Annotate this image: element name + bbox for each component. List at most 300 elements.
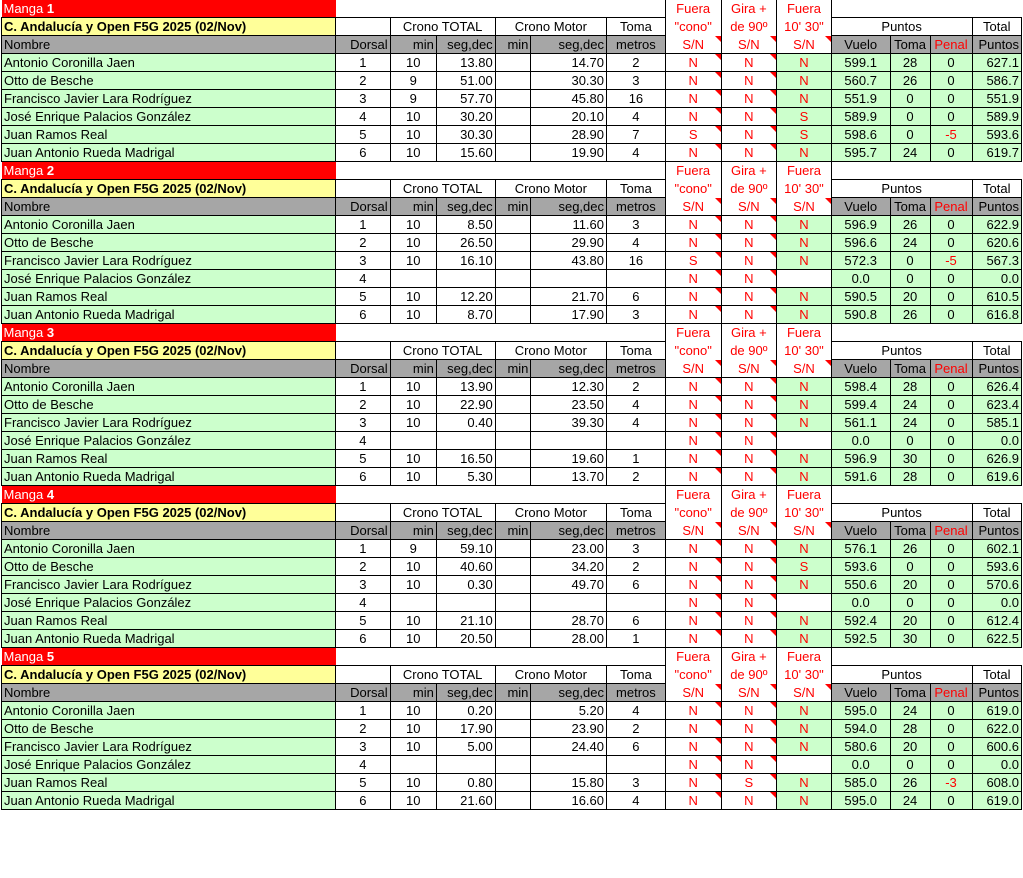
total-seg-cell[interactable]: 13.90 [436, 378, 495, 396]
total-min-cell[interactable]: 10 [390, 396, 436, 414]
motor-seg-cell[interactable]: 23.50 [531, 396, 607, 414]
total-seg-cell[interactable]: 59.10 [436, 540, 495, 558]
dorsal-cell[interactable]: 4 [336, 108, 391, 126]
total-min-cell[interactable]: 10 [390, 468, 436, 486]
total-seg-cell[interactable]: 20.50 [436, 630, 495, 648]
gira-cell[interactable]: N [721, 576, 777, 594]
empty-cell[interactable] [495, 378, 531, 396]
dorsal-cell[interactable]: 6 [336, 630, 391, 648]
penal-cell[interactable]: 0 [930, 594, 972, 612]
toma-pts-cell[interactable]: 24 [890, 396, 930, 414]
fuera-cono-cell[interactable]: N [665, 396, 721, 414]
penal-cell[interactable]: 0 [930, 432, 972, 450]
total-cell[interactable]: 0.0 [972, 432, 1021, 450]
gira-cell[interactable]: N [721, 432, 777, 450]
fuera-tiempo-cell[interactable]: N [777, 450, 832, 468]
competitor-name[interactable]: Juan Antonio Rueda Madrigal [2, 468, 336, 486]
dorsal-cell[interactable]: 2 [336, 234, 391, 252]
fuera-tiempo-cell[interactable]: S [777, 558, 832, 576]
total-min-cell[interactable]: 10 [390, 288, 436, 306]
empty-cell[interactable] [495, 702, 531, 720]
toma-pts-cell[interactable]: 24 [890, 144, 930, 162]
gira-cell[interactable]: N [721, 792, 777, 810]
total-seg-cell[interactable]: 51.00 [436, 72, 495, 90]
gira-cell[interactable]: N [721, 396, 777, 414]
vuelo-cell[interactable]: 596.9 [831, 216, 890, 234]
total-cell[interactable]: 622.5 [972, 630, 1021, 648]
gira-cell[interactable]: N [721, 144, 777, 162]
total-seg-cell[interactable]: 8.70 [436, 306, 495, 324]
vuelo-cell[interactable]: 589.9 [831, 108, 890, 126]
fuera-cono-cell[interactable]: N [665, 54, 721, 72]
total-min-cell[interactable] [390, 270, 436, 288]
competitor-name[interactable]: Francisco Javier Lara Rodríguez [2, 738, 336, 756]
fuera-cono-cell[interactable]: N [665, 612, 721, 630]
competitor-name[interactable]: Francisco Javier Lara Rodríguez [2, 90, 336, 108]
motor-seg-cell[interactable] [531, 756, 607, 774]
total-cell[interactable]: 589.9 [972, 108, 1021, 126]
manga-title[interactable] [2, 162, 336, 180]
motor-seg-cell[interactable]: 5.20 [531, 702, 607, 720]
motor-seg-cell[interactable]: 24.40 [531, 738, 607, 756]
penal-cell[interactable]: 0 [930, 558, 972, 576]
gira-cell[interactable]: N [721, 540, 777, 558]
competitor-name[interactable]: José Enrique Palacios González [2, 432, 336, 450]
dorsal-cell[interactable]: 6 [336, 144, 391, 162]
gira-cell[interactable]: N [721, 90, 777, 108]
fuera-tiempo-cell[interactable]: N [777, 54, 832, 72]
dorsal-cell[interactable]: 1 [336, 702, 391, 720]
penal-cell[interactable]: 0 [930, 270, 972, 288]
total-cell[interactable]: 619.6 [972, 468, 1021, 486]
total-min-cell[interactable]: 10 [390, 774, 436, 792]
toma-metros-cell[interactable]: 6 [607, 576, 666, 594]
gira-cell[interactable]: N [721, 378, 777, 396]
toma-pts-cell[interactable]: 26 [890, 540, 930, 558]
toma-pts-cell[interactable]: 28 [890, 468, 930, 486]
total-cell[interactable]: 0.0 [972, 594, 1021, 612]
competitor-name[interactable]: Juan Ramos Real [2, 126, 336, 144]
toma-metros-cell[interactable] [607, 756, 666, 774]
fuera-tiempo-cell[interactable] [777, 432, 832, 450]
gira-cell[interactable]: N [721, 630, 777, 648]
fuera-tiempo-cell[interactable]: N [777, 252, 832, 270]
competitor-name[interactable]: Antonio Coronilla Jaen [2, 702, 336, 720]
fuera-cono-cell[interactable]: S [665, 252, 721, 270]
competitor-name[interactable]: Antonio Coronilla Jaen [2, 54, 336, 72]
fuera-tiempo-cell[interactable]: N [777, 72, 832, 90]
toma-metros-cell[interactable]: 4 [607, 414, 666, 432]
toma-pts-cell[interactable]: 26 [890, 306, 930, 324]
total-seg-cell[interactable]: 21.10 [436, 612, 495, 630]
competitor-name[interactable]: Francisco Javier Lara Rodríguez [2, 576, 336, 594]
total-min-cell[interactable]: 10 [390, 612, 436, 630]
fuera-tiempo-cell[interactable]: N [777, 738, 832, 756]
vuelo-cell[interactable]: 592.4 [831, 612, 890, 630]
competitor-name[interactable]: Otto de Besche [2, 558, 336, 576]
vuelo-cell[interactable]: 591.6 [831, 468, 890, 486]
total-min-cell[interactable] [390, 432, 436, 450]
toma-metros-cell[interactable]: 7 [607, 126, 666, 144]
fuera-tiempo-cell[interactable]: N [777, 612, 832, 630]
fuera-tiempo-cell[interactable]: N [777, 540, 832, 558]
empty-cell[interactable] [495, 432, 531, 450]
fuera-tiempo-cell[interactable]: N [777, 378, 832, 396]
total-seg-cell[interactable]: 0.80 [436, 774, 495, 792]
vuelo-cell[interactable]: 598.6 [831, 126, 890, 144]
fuera-tiempo-cell[interactable]: N [777, 702, 832, 720]
competitor-name[interactable]: José Enrique Palacios González [2, 270, 336, 288]
fuera-cono-cell[interactable]: N [665, 792, 721, 810]
fuera-cono-cell[interactable]: N [665, 720, 721, 738]
total-min-cell[interactable]: 10 [390, 414, 436, 432]
toma-pts-cell[interactable]: 30 [890, 450, 930, 468]
fuera-cono-cell[interactable]: N [665, 630, 721, 648]
vuelo-cell[interactable]: 592.5 [831, 630, 890, 648]
gira-cell[interactable]: N [721, 414, 777, 432]
fuera-cono-cell[interactable]: N [665, 414, 721, 432]
toma-metros-cell[interactable]: 3 [607, 216, 666, 234]
gira-cell[interactable]: N [721, 270, 777, 288]
fuera-tiempo-cell[interactable]: S [777, 126, 832, 144]
fuera-cono-cell[interactable]: N [665, 144, 721, 162]
total-seg-cell[interactable]: 16.50 [436, 450, 495, 468]
total-min-cell[interactable]: 10 [390, 738, 436, 756]
total-min-cell[interactable]: 10 [390, 126, 436, 144]
toma-pts-cell[interactable]: 20 [890, 576, 930, 594]
fuera-tiempo-cell[interactable]: N [777, 468, 832, 486]
penal-cell[interactable]: 0 [930, 468, 972, 486]
toma-pts-cell[interactable]: 28 [890, 720, 930, 738]
empty-cell[interactable] [495, 468, 531, 486]
vuelo-cell[interactable]: 0.0 [831, 432, 890, 450]
fuera-cono-cell[interactable]: S [665, 126, 721, 144]
competitor-name[interactable]: Otto de Besche [2, 396, 336, 414]
competitor-name[interactable]: Otto de Besche [2, 720, 336, 738]
competitor-name[interactable]: Otto de Besche [2, 234, 336, 252]
dorsal-cell[interactable]: 2 [336, 396, 391, 414]
empty-cell[interactable] [495, 126, 531, 144]
fuera-tiempo-cell[interactable]: N [777, 414, 832, 432]
penal-cell[interactable]: 0 [930, 720, 972, 738]
total-cell[interactable]: 586.7 [972, 72, 1021, 90]
motor-seg-cell[interactable] [531, 432, 607, 450]
competitor-name[interactable]: Antonio Coronilla Jaen [2, 216, 336, 234]
fuera-tiempo-cell[interactable]: N [777, 576, 832, 594]
total-cell[interactable]: 610.5 [972, 288, 1021, 306]
gira-cell[interactable]: N [721, 306, 777, 324]
competitor-name[interactable]: Francisco Javier Lara Rodríguez [2, 414, 336, 432]
dorsal-cell[interactable]: 6 [336, 468, 391, 486]
toma-pts-cell[interactable]: 0 [890, 270, 930, 288]
penal-cell[interactable]: 0 [930, 234, 972, 252]
total-cell[interactable]: 600.6 [972, 738, 1021, 756]
total-cell[interactable]: 602.1 [972, 540, 1021, 558]
motor-seg-cell[interactable]: 28.00 [531, 630, 607, 648]
total-cell[interactable]: 585.1 [972, 414, 1021, 432]
fuera-tiempo-cell[interactable] [777, 594, 832, 612]
vuelo-cell[interactable]: 0.0 [831, 270, 890, 288]
total-min-cell[interactable]: 10 [390, 576, 436, 594]
toma-pts-cell[interactable]: 0 [890, 108, 930, 126]
fuera-tiempo-cell[interactable]: N [777, 216, 832, 234]
dorsal-cell[interactable]: 4 [336, 594, 391, 612]
fuera-tiempo-cell[interactable] [777, 270, 832, 288]
empty-cell[interactable] [495, 738, 531, 756]
fuera-tiempo-cell[interactable]: N [777, 720, 832, 738]
competitor-name[interactable]: Juan Ramos Real [2, 450, 336, 468]
total-min-cell[interactable]: 10 [390, 234, 436, 252]
fuera-tiempo-cell[interactable]: N [777, 774, 832, 792]
empty-cell[interactable] [495, 720, 531, 738]
motor-seg-cell[interactable]: 19.90 [531, 144, 607, 162]
empty-cell[interactable] [495, 252, 531, 270]
empty-cell[interactable] [495, 594, 531, 612]
toma-pts-cell[interactable]: 0 [890, 126, 930, 144]
fuera-tiempo-cell[interactable]: S [777, 108, 832, 126]
penal-cell[interactable]: 0 [930, 54, 972, 72]
total-min-cell[interactable] [390, 594, 436, 612]
fuera-cono-cell[interactable]: N [665, 90, 721, 108]
dorsal-cell[interactable]: 1 [336, 54, 391, 72]
penal-cell[interactable]: -5 [930, 126, 972, 144]
total-min-cell[interactable]: 10 [390, 108, 436, 126]
total-seg-cell[interactable]: 0.40 [436, 414, 495, 432]
event-title[interactable]: C. Andalucía y Open F5G 2025 (02/Nov) [2, 18, 336, 36]
gira-cell[interactable]: N [721, 126, 777, 144]
fuera-tiempo-cell[interactable]: N [777, 396, 832, 414]
total-cell[interactable]: 627.1 [972, 54, 1021, 72]
toma-pts-cell[interactable]: 0 [890, 90, 930, 108]
empty-cell[interactable] [495, 216, 531, 234]
toma-metros-cell[interactable]: 2 [607, 720, 666, 738]
motor-seg-cell[interactable]: 12.30 [531, 378, 607, 396]
toma-pts-cell[interactable]: 24 [890, 792, 930, 810]
vuelo-cell[interactable]: 585.0 [831, 774, 890, 792]
total-cell[interactable]: 612.4 [972, 612, 1021, 630]
penal-cell[interactable]: 0 [930, 738, 972, 756]
gira-cell[interactable]: N [721, 54, 777, 72]
fuera-cono-cell[interactable]: N [665, 540, 721, 558]
total-cell[interactable]: 622.0 [972, 720, 1021, 738]
total-seg-cell[interactable]: 21.60 [436, 792, 495, 810]
event-title[interactable]: C. Andalucía y Open F5G 2025 (02/Nov) [2, 342, 336, 360]
total-seg-cell[interactable]: 22.90 [436, 396, 495, 414]
toma-pts-cell[interactable]: 28 [890, 54, 930, 72]
penal-cell[interactable]: 0 [930, 72, 972, 90]
gira-cell[interactable]: N [721, 738, 777, 756]
toma-metros-cell[interactable]: 4 [607, 396, 666, 414]
penal-cell[interactable]: -3 [930, 774, 972, 792]
toma-pts-cell[interactable]: 26 [890, 774, 930, 792]
empty-cell[interactable] [495, 144, 531, 162]
total-cell[interactable]: 622.9 [972, 216, 1021, 234]
toma-pts-cell[interactable]: 24 [890, 234, 930, 252]
total-seg-cell[interactable]: 13.80 [436, 54, 495, 72]
total-cell[interactable]: 619.0 [972, 792, 1021, 810]
total-cell[interactable]: 593.6 [972, 558, 1021, 576]
fuera-tiempo-cell[interactable]: N [777, 288, 832, 306]
motor-seg-cell[interactable]: 34.20 [531, 558, 607, 576]
penal-cell[interactable]: 0 [930, 612, 972, 630]
dorsal-cell[interactable]: 4 [336, 756, 391, 774]
fuera-cono-cell[interactable]: N [665, 378, 721, 396]
total-cell[interactable]: 567.3 [972, 252, 1021, 270]
empty-cell[interactable] [495, 270, 531, 288]
gira-cell[interactable]: N [721, 720, 777, 738]
toma-metros-cell[interactable]: 3 [607, 774, 666, 792]
vuelo-cell[interactable]: 599.1 [831, 54, 890, 72]
dorsal-cell[interactable]: 4 [336, 270, 391, 288]
motor-seg-cell[interactable]: 13.70 [531, 468, 607, 486]
total-min-cell[interactable]: 10 [390, 144, 436, 162]
vuelo-cell[interactable]: 0.0 [831, 756, 890, 774]
total-min-cell[interactable]: 10 [390, 216, 436, 234]
penal-cell[interactable]: 0 [930, 540, 972, 558]
toma-pts-cell[interactable]: 30 [890, 630, 930, 648]
toma-pts-cell[interactable]: 28 [890, 378, 930, 396]
event-title[interactable]: C. Andalucía y Open F5G 2025 (02/Nov) [2, 504, 336, 522]
total-min-cell[interactable]: 9 [390, 90, 436, 108]
total-cell[interactable]: 0.0 [972, 270, 1021, 288]
motor-seg-cell[interactable]: 28.90 [531, 126, 607, 144]
motor-seg-cell[interactable]: 30.30 [531, 72, 607, 90]
vuelo-cell[interactable]: 560.7 [831, 72, 890, 90]
empty-cell[interactable] [495, 90, 531, 108]
toma-pts-cell[interactable]: 0 [890, 252, 930, 270]
total-min-cell[interactable]: 9 [390, 72, 436, 90]
total-seg-cell[interactable]: 26.50 [436, 234, 495, 252]
fuera-cono-cell[interactable]: N [665, 468, 721, 486]
total-cell[interactable]: 619.7 [972, 144, 1021, 162]
gira-cell[interactable]: N [721, 468, 777, 486]
toma-metros-cell[interactable]: 4 [607, 144, 666, 162]
dorsal-cell[interactable]: 6 [336, 792, 391, 810]
empty-cell[interactable] [495, 558, 531, 576]
dorsal-cell[interactable]: 3 [336, 252, 391, 270]
fuera-cono-cell[interactable]: N [665, 756, 721, 774]
dorsal-cell[interactable]: 4 [336, 432, 391, 450]
toma-metros-cell[interactable]: 2 [607, 378, 666, 396]
dorsal-cell[interactable]: 2 [336, 72, 391, 90]
motor-seg-cell[interactable]: 21.70 [531, 288, 607, 306]
motor-seg-cell[interactable]: 45.80 [531, 90, 607, 108]
vuelo-cell[interactable]: 561.1 [831, 414, 890, 432]
dorsal-cell[interactable]: 2 [336, 720, 391, 738]
dorsal-cell[interactable]: 6 [336, 306, 391, 324]
toma-metros-cell[interactable]: 6 [607, 288, 666, 306]
fuera-cono-cell[interactable]: N [665, 270, 721, 288]
dorsal-cell[interactable]: 5 [336, 288, 391, 306]
motor-seg-cell[interactable]: 29.90 [531, 234, 607, 252]
fuera-cono-cell[interactable]: N [665, 702, 721, 720]
total-min-cell[interactable]: 10 [390, 792, 436, 810]
total-seg-cell[interactable] [436, 270, 495, 288]
gira-cell[interactable]: N [721, 450, 777, 468]
competitor-name[interactable]: Juan Ramos Real [2, 774, 336, 792]
toma-pts-cell[interactable]: 0 [890, 594, 930, 612]
competitor-name[interactable]: José Enrique Palacios González [2, 108, 336, 126]
vuelo-cell[interactable]: 598.4 [831, 378, 890, 396]
penal-cell[interactable]: 0 [930, 90, 972, 108]
toma-metros-cell[interactable] [607, 270, 666, 288]
toma-pts-cell[interactable]: 24 [890, 414, 930, 432]
total-seg-cell[interactable]: 30.20 [436, 108, 495, 126]
vuelo-cell[interactable]: 590.5 [831, 288, 890, 306]
toma-metros-cell[interactable]: 6 [607, 738, 666, 756]
competitor-name[interactable]: Juan Ramos Real [2, 612, 336, 630]
toma-pts-cell[interactable]: 20 [890, 738, 930, 756]
penal-cell[interactable]: 0 [930, 414, 972, 432]
toma-pts-cell[interactable]: 26 [890, 216, 930, 234]
toma-metros-cell[interactable]: 6 [607, 612, 666, 630]
vuelo-cell[interactable]: 595.0 [831, 792, 890, 810]
empty-cell[interactable] [495, 396, 531, 414]
competitor-name[interactable]: Antonio Coronilla Jaen [2, 378, 336, 396]
toma-pts-cell[interactable]: 20 [890, 612, 930, 630]
motor-seg-cell[interactable]: 17.90 [531, 306, 607, 324]
toma-metros-cell[interactable]: 2 [607, 558, 666, 576]
dorsal-cell[interactable]: 3 [336, 414, 391, 432]
motor-seg-cell[interactable]: 23.00 [531, 540, 607, 558]
fuera-cono-cell[interactable]: N [665, 216, 721, 234]
manga-title[interactable] [2, 0, 336, 18]
toma-metros-cell[interactable]: 16 [607, 90, 666, 108]
total-seg-cell[interactable]: 0.20 [436, 702, 495, 720]
motor-seg-cell[interactable]: 49.70 [531, 576, 607, 594]
motor-seg-cell[interactable]: 11.60 [531, 216, 607, 234]
competitor-name[interactable]: Juan Antonio Rueda Madrigal [2, 630, 336, 648]
penal-cell[interactable]: 0 [930, 630, 972, 648]
motor-seg-cell[interactable]: 43.80 [531, 252, 607, 270]
penal-cell[interactable]: -5 [930, 252, 972, 270]
vuelo-cell[interactable]: 596.9 [831, 450, 890, 468]
motor-seg-cell[interactable]: 39.30 [531, 414, 607, 432]
vuelo-cell[interactable]: 580.6 [831, 738, 890, 756]
total-seg-cell[interactable]: 0.30 [436, 576, 495, 594]
penal-cell[interactable]: 0 [930, 756, 972, 774]
dorsal-cell[interactable]: 2 [336, 558, 391, 576]
toma-metros-cell[interactable]: 1 [607, 450, 666, 468]
gira-cell[interactable]: N [721, 594, 777, 612]
empty-cell[interactable] [495, 306, 531, 324]
empty-cell[interactable] [495, 288, 531, 306]
fuera-cono-cell[interactable]: N [665, 774, 721, 792]
total-seg-cell[interactable]: 12.20 [436, 288, 495, 306]
penal-cell[interactable]: 0 [930, 702, 972, 720]
competitor-name[interactable]: Francisco Javier Lara Rodríguez [2, 252, 336, 270]
penal-cell[interactable]: 0 [930, 450, 972, 468]
total-cell[interactable]: 619.0 [972, 702, 1021, 720]
empty-cell[interactable] [495, 576, 531, 594]
total-seg-cell[interactable] [436, 756, 495, 774]
empty-cell[interactable] [495, 54, 531, 72]
vuelo-cell[interactable]: 594.0 [831, 720, 890, 738]
dorsal-cell[interactable]: 3 [336, 738, 391, 756]
vuelo-cell[interactable]: 551.9 [831, 90, 890, 108]
total-seg-cell[interactable]: 30.30 [436, 126, 495, 144]
total-min-cell[interactable]: 10 [390, 54, 436, 72]
dorsal-cell[interactable]: 1 [336, 378, 391, 396]
dorsal-cell[interactable]: 5 [336, 126, 391, 144]
vuelo-cell[interactable]: 596.6 [831, 234, 890, 252]
vuelo-cell[interactable]: 572.3 [831, 252, 890, 270]
total-min-cell[interactable] [390, 756, 436, 774]
manga-title[interactable] [2, 648, 336, 666]
penal-cell[interactable]: 0 [930, 576, 972, 594]
total-min-cell[interactable]: 10 [390, 252, 436, 270]
total-min-cell[interactable]: 10 [390, 558, 436, 576]
